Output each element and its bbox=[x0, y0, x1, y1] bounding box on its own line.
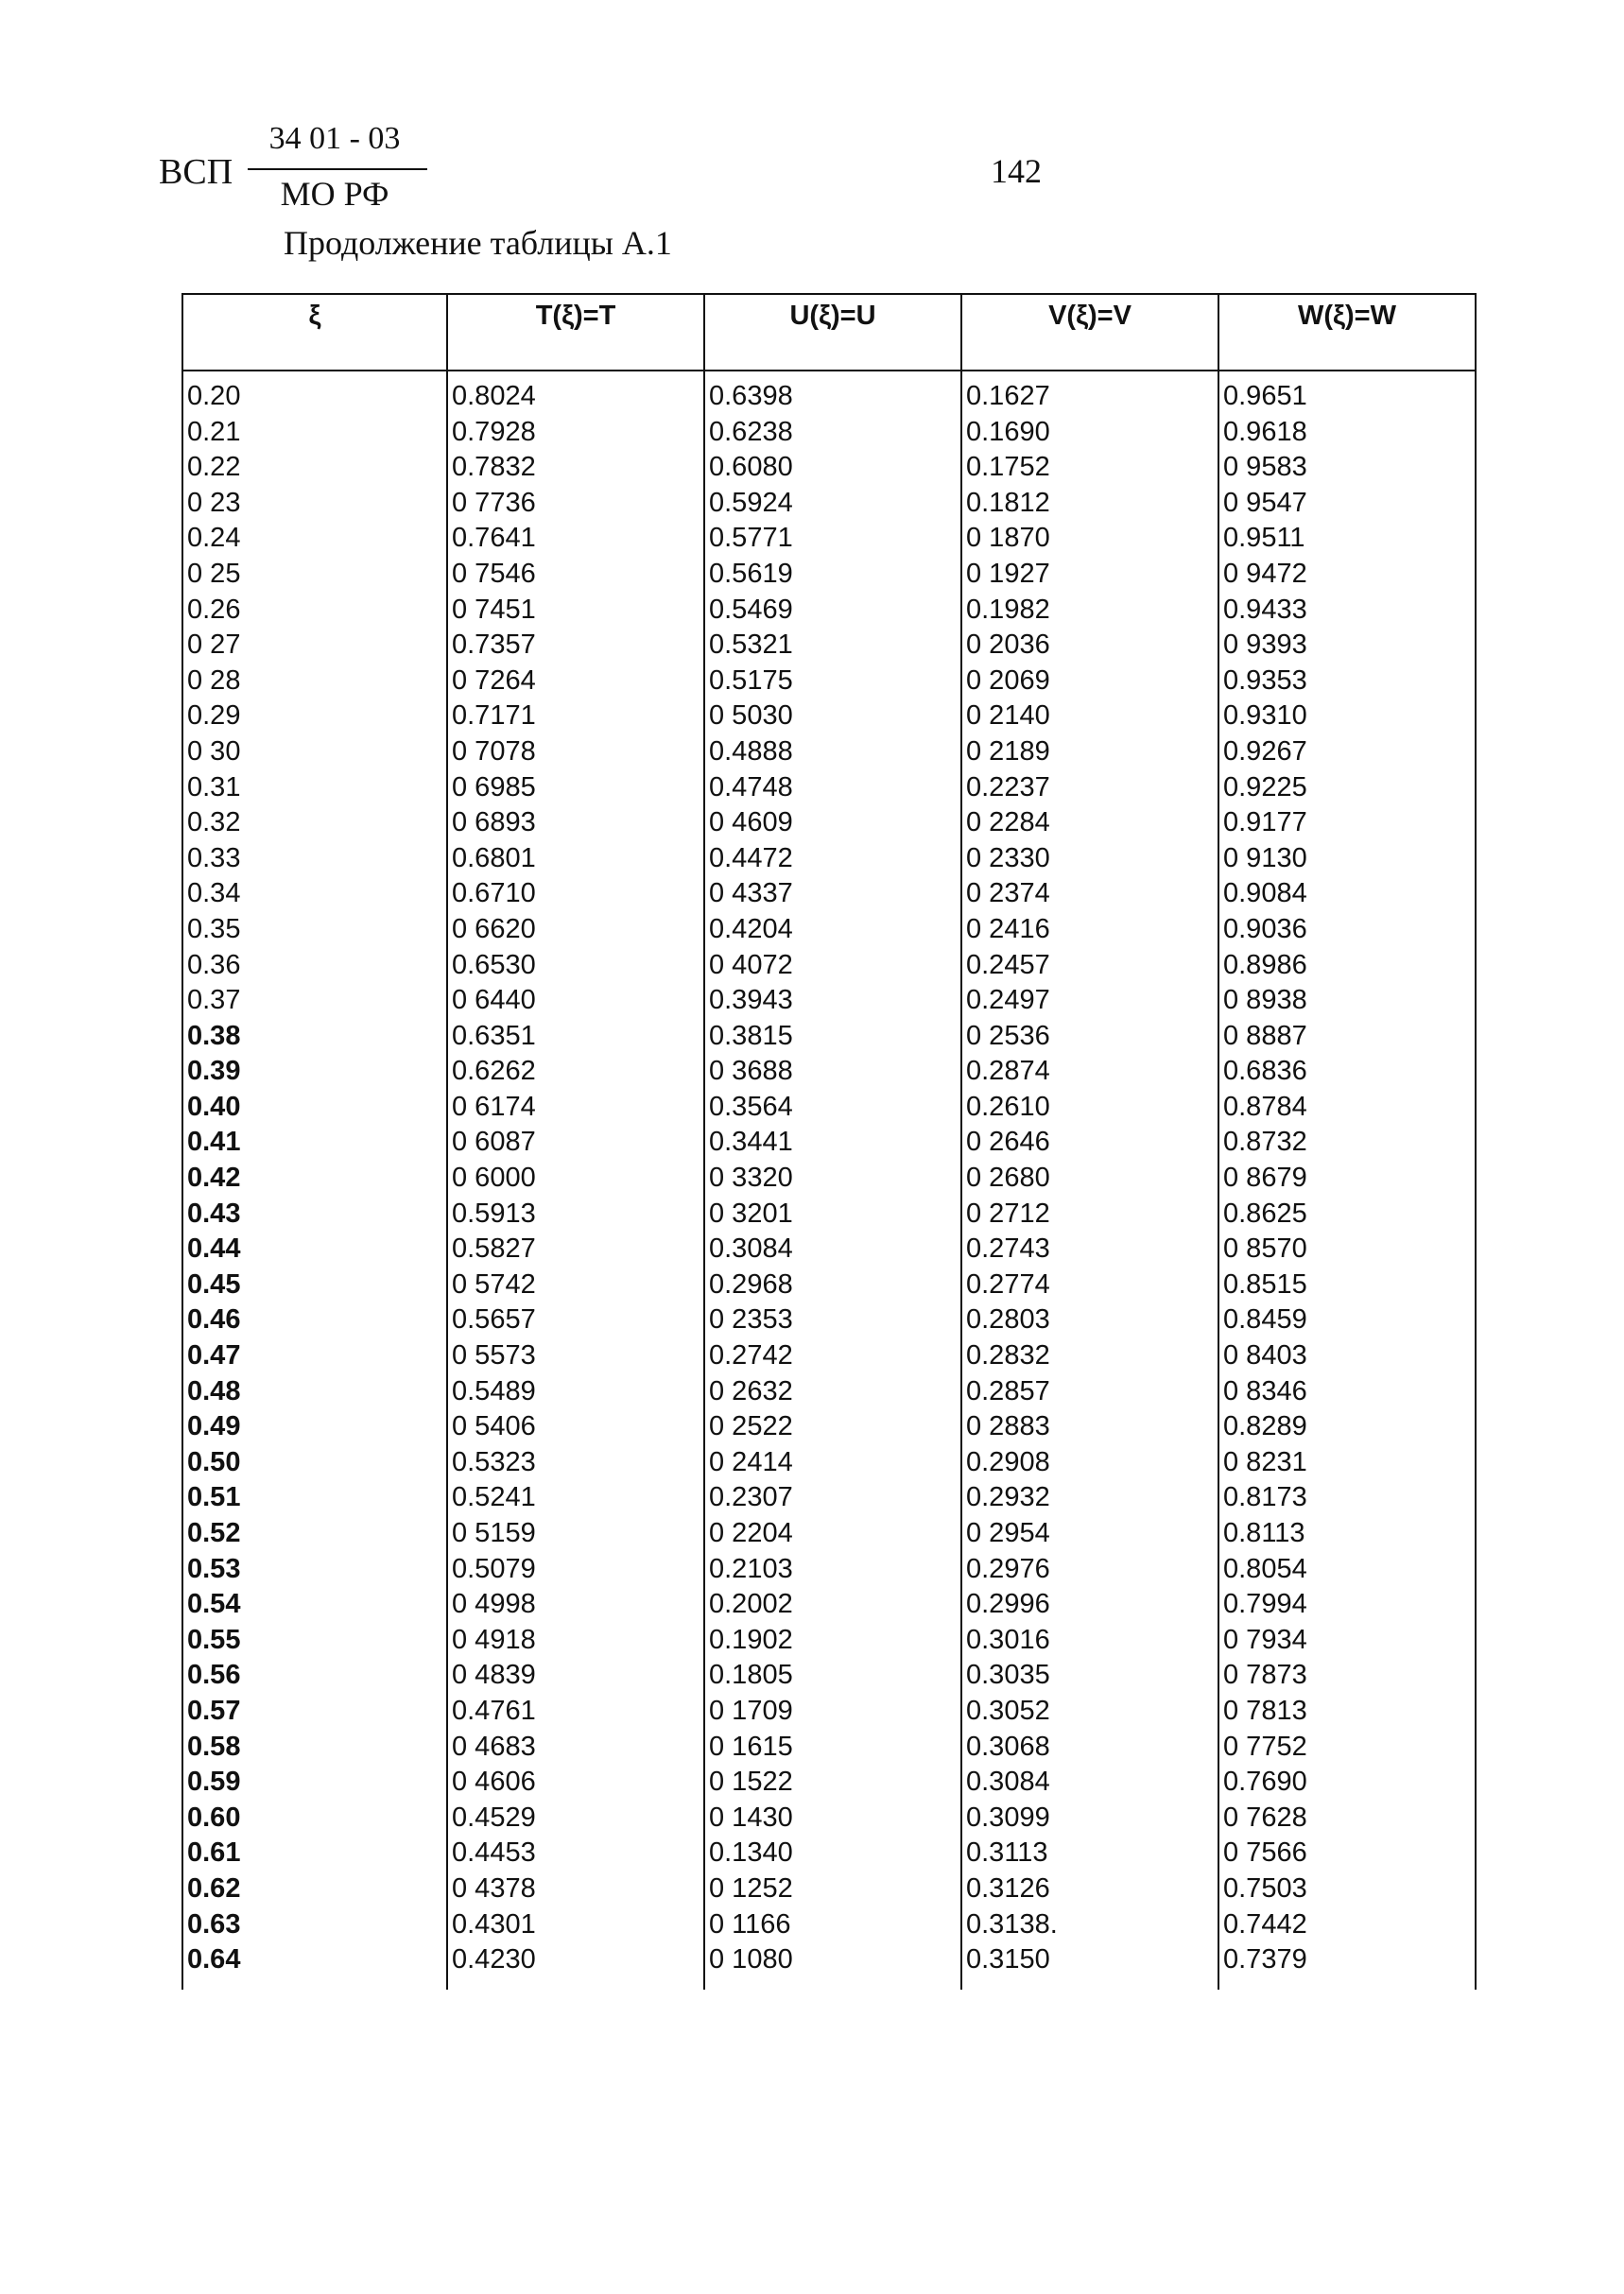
cell-xi: 0.42 bbox=[182, 1161, 447, 1197]
table-row bbox=[182, 948, 1476, 984]
cell-w: 0 7934 bbox=[1218, 1623, 1476, 1659]
cell-xi: 0.58 bbox=[182, 1730, 447, 1766]
table-row bbox=[182, 628, 1476, 664]
table-row bbox=[182, 1197, 1476, 1233]
cell-t: 0 6440 bbox=[447, 983, 704, 1019]
page-number: 142 bbox=[991, 152, 1042, 190]
cell-v: 0.1690 bbox=[961, 415, 1218, 451]
cell-xi: 0.45 bbox=[182, 1268, 447, 1303]
cell-v: 0.2803 bbox=[961, 1302, 1218, 1338]
cell-v: 0 2883 bbox=[961, 1409, 1218, 1445]
doc-code-numerator: 34 01 - 03 bbox=[268, 121, 401, 156]
cell-w: 0 7566 bbox=[1218, 1836, 1476, 1871]
cell-xi: 0.22 bbox=[182, 450, 447, 486]
cell-v: 0.2832 bbox=[961, 1338, 1218, 1374]
cell-v: 0 2646 bbox=[961, 1125, 1218, 1161]
cell-w: 0.9618 bbox=[1218, 415, 1476, 451]
table-row bbox=[182, 699, 1476, 734]
cell-w: 0.8054 bbox=[1218, 1552, 1476, 1588]
cell-u: 0.6398 bbox=[704, 371, 961, 415]
cell-t: 0 4606 bbox=[447, 1765, 704, 1801]
cell-v: 0 2140 bbox=[961, 699, 1218, 734]
cell-w: 0.8986 bbox=[1218, 948, 1476, 984]
cell-t: 0.4453 bbox=[447, 1836, 704, 1871]
cell-u: 0 5030 bbox=[704, 699, 961, 734]
cell-v: 0 2036 bbox=[961, 628, 1218, 664]
cell-u: 0.5924 bbox=[704, 486, 961, 522]
cell-w: 0.9177 bbox=[1218, 805, 1476, 841]
cell-u: 0.6080 bbox=[704, 450, 961, 486]
cell-u: 0.3564 bbox=[704, 1090, 961, 1126]
data-table bbox=[181, 293, 1477, 1990]
cell-w: 0.7690 bbox=[1218, 1765, 1476, 1801]
cell-xi: 0.56 bbox=[182, 1658, 447, 1694]
cell-u: 0 3201 bbox=[704, 1197, 961, 1233]
table-row bbox=[182, 841, 1476, 877]
cell-t: 0.4761 bbox=[447, 1694, 704, 1730]
cell-v: 0.3084 bbox=[961, 1765, 1218, 1801]
cell-v: 0.2996 bbox=[961, 1587, 1218, 1623]
cell-xi: 0.38 bbox=[182, 1019, 447, 1055]
cell-xi: 0.33 bbox=[182, 841, 447, 877]
table-row bbox=[182, 1942, 1476, 1990]
cell-w: 0.8515 bbox=[1218, 1268, 1476, 1303]
cell-xi: 0.48 bbox=[182, 1374, 447, 1410]
cell-u: 0 4072 bbox=[704, 948, 961, 984]
cell-u: 0 2522 bbox=[704, 1409, 961, 1445]
table-row bbox=[182, 1161, 1476, 1197]
table-row bbox=[182, 1232, 1476, 1268]
table-row bbox=[182, 1480, 1476, 1516]
cell-t: 0 6087 bbox=[447, 1125, 704, 1161]
cell-v: 0.2610 bbox=[961, 1090, 1218, 1126]
cell-xi: 0.47 bbox=[182, 1338, 447, 1374]
cell-u: 0 1709 bbox=[704, 1694, 961, 1730]
cell-v: 0.2932 bbox=[961, 1480, 1218, 1516]
cell-t: 0.5913 bbox=[447, 1197, 704, 1233]
table-row bbox=[182, 1268, 1476, 1303]
table-row bbox=[182, 1054, 1476, 1090]
table-row bbox=[182, 983, 1476, 1019]
cell-t: 0.5079 bbox=[447, 1552, 704, 1588]
cell-t: 0 6620 bbox=[447, 912, 704, 948]
cell-xi: 0.50 bbox=[182, 1445, 447, 1481]
table-row bbox=[182, 521, 1476, 557]
doc-code-prefix: ВСП bbox=[159, 152, 233, 192]
cell-u: 0.5469 bbox=[704, 593, 961, 629]
table-row bbox=[182, 1730, 1476, 1766]
cell-u: 0 4337 bbox=[704, 876, 961, 912]
cell-xi: 0.35 bbox=[182, 912, 447, 948]
cell-w: 0.9310 bbox=[1218, 699, 1476, 734]
cell-w: 0 9130 bbox=[1218, 841, 1476, 877]
cell-xi: 0.32 bbox=[182, 805, 447, 841]
cell-w: 0.8784 bbox=[1218, 1090, 1476, 1126]
cell-v: 0 2416 bbox=[961, 912, 1218, 948]
cell-t: 0.6262 bbox=[447, 1054, 704, 1090]
table-row bbox=[182, 1801, 1476, 1837]
cell-u: 0 2414 bbox=[704, 1445, 961, 1481]
cell-u: 0 1080 bbox=[704, 1942, 961, 1990]
cell-xi: 0.63 bbox=[182, 1907, 447, 1943]
cell-w: 0.8173 bbox=[1218, 1480, 1476, 1516]
cell-w: 0 9472 bbox=[1218, 557, 1476, 593]
cell-t: 0.5489 bbox=[447, 1374, 704, 1410]
table-row bbox=[182, 486, 1476, 522]
table-row bbox=[182, 557, 1476, 593]
cell-xi: 0.29 bbox=[182, 699, 447, 734]
cell-xi: 0 25 bbox=[182, 557, 447, 593]
cell-t: 0.8024 bbox=[447, 371, 704, 415]
cell-u: 0.5175 bbox=[704, 664, 961, 699]
table-row bbox=[182, 664, 1476, 699]
table-row bbox=[182, 805, 1476, 841]
cell-t: 0.7928 bbox=[447, 415, 704, 451]
cell-v: 0.2743 bbox=[961, 1232, 1218, 1268]
cell-t: 0 5573 bbox=[447, 1338, 704, 1374]
cell-w: 0 9393 bbox=[1218, 628, 1476, 664]
cell-v: 0 2374 bbox=[961, 876, 1218, 912]
cell-t: 0.5657 bbox=[447, 1302, 704, 1338]
cell-t: 0.7357 bbox=[447, 628, 704, 664]
cell-w: 0.9353 bbox=[1218, 664, 1476, 699]
table-caption: Продолжение таблицы А.1 bbox=[284, 224, 672, 262]
data-table-container bbox=[181, 293, 1475, 2013]
cell-xi: 0.37 bbox=[182, 983, 447, 1019]
column-header-u: U(ξ)=U bbox=[704, 294, 961, 371]
doc-code-fraction-line bbox=[248, 168, 427, 170]
cell-xi: 0.53 bbox=[182, 1552, 447, 1588]
cell-t: 0.5323 bbox=[447, 1445, 704, 1481]
cell-xi: 0 30 bbox=[182, 734, 447, 770]
cell-t: 0 4683 bbox=[447, 1730, 704, 1766]
cell-w: 0.9225 bbox=[1218, 770, 1476, 806]
cell-t: 0.4230 bbox=[447, 1942, 704, 1990]
cell-u: 0.4748 bbox=[704, 770, 961, 806]
cell-u: 0.5771 bbox=[704, 521, 961, 557]
cell-t: 0 4839 bbox=[447, 1658, 704, 1694]
table-row bbox=[182, 1516, 1476, 1552]
cell-w: 0.9267 bbox=[1218, 734, 1476, 770]
cell-t: 0 5159 bbox=[447, 1516, 704, 1552]
cell-w: 0 8938 bbox=[1218, 983, 1476, 1019]
cell-v: 0.3126 bbox=[961, 1871, 1218, 1907]
cell-v: 0.1627 bbox=[961, 371, 1218, 415]
cell-xi: 0.40 bbox=[182, 1090, 447, 1126]
column-header-t: T(ξ)=T bbox=[447, 294, 704, 371]
cell-w: 0.8459 bbox=[1218, 1302, 1476, 1338]
table-row bbox=[182, 1694, 1476, 1730]
table-row bbox=[182, 734, 1476, 770]
cell-u: 0.2002 bbox=[704, 1587, 961, 1623]
cell-v: 0.2874 bbox=[961, 1054, 1218, 1090]
cell-w: 0.7379 bbox=[1218, 1942, 1476, 1990]
cell-t: 0 6985 bbox=[447, 770, 704, 806]
table-body bbox=[182, 371, 1476, 1990]
cell-xi: 0.24 bbox=[182, 521, 447, 557]
cell-xi: 0.49 bbox=[182, 1409, 447, 1445]
cell-w: 0 7813 bbox=[1218, 1694, 1476, 1730]
cell-w: 0 7628 bbox=[1218, 1801, 1476, 1837]
cell-u: 0.2742 bbox=[704, 1338, 961, 1374]
cell-v: 0.2457 bbox=[961, 948, 1218, 984]
cell-w: 0 9583 bbox=[1218, 450, 1476, 486]
cell-w: 0.8289 bbox=[1218, 1409, 1476, 1445]
cell-w: 0.8625 bbox=[1218, 1197, 1476, 1233]
table-row bbox=[182, 1836, 1476, 1871]
cell-v: 0.2976 bbox=[961, 1552, 1218, 1588]
cell-u: 0.3441 bbox=[704, 1125, 961, 1161]
column-header-v: V(ξ)=V bbox=[961, 294, 1218, 371]
cell-u: 0.6238 bbox=[704, 415, 961, 451]
cell-w: 0 8887 bbox=[1218, 1019, 1476, 1055]
cell-t: 0 6174 bbox=[447, 1090, 704, 1126]
cell-u: 0.3084 bbox=[704, 1232, 961, 1268]
cell-u: 0 1166 bbox=[704, 1907, 961, 1943]
table-row bbox=[182, 1552, 1476, 1588]
cell-u: 0 1252 bbox=[704, 1871, 961, 1907]
cell-u: 0 3688 bbox=[704, 1054, 961, 1090]
cell-t: 0 5742 bbox=[447, 1268, 704, 1303]
cell-w: 0.8113 bbox=[1218, 1516, 1476, 1552]
table-row bbox=[182, 1090, 1476, 1126]
cell-xi: 0 23 bbox=[182, 486, 447, 522]
cell-t: 0.7641 bbox=[447, 521, 704, 557]
cell-v: 0.2774 bbox=[961, 1268, 1218, 1303]
column-header-w: W(ξ)=W bbox=[1218, 294, 1476, 371]
cell-u: 0 1430 bbox=[704, 1801, 961, 1837]
cell-t: 0 4918 bbox=[447, 1623, 704, 1659]
cell-v: 0 2954 bbox=[961, 1516, 1218, 1552]
cell-w: 0.9433 bbox=[1218, 593, 1476, 629]
cell-w: 0 8679 bbox=[1218, 1161, 1476, 1197]
cell-xi: 0.55 bbox=[182, 1623, 447, 1659]
cell-t: 0.6530 bbox=[447, 948, 704, 984]
cell-t: 0 6893 bbox=[447, 805, 704, 841]
cell-t: 0.6710 bbox=[447, 876, 704, 912]
cell-xi: 0.36 bbox=[182, 948, 447, 984]
table-row bbox=[182, 770, 1476, 806]
cell-v: 0.1812 bbox=[961, 486, 1218, 522]
cell-xi: 0.39 bbox=[182, 1054, 447, 1090]
doc-code-denominator: МО РФ bbox=[280, 175, 389, 213]
cell-u: 0.2968 bbox=[704, 1268, 961, 1303]
cell-w: 0.8732 bbox=[1218, 1125, 1476, 1161]
table-row bbox=[182, 1338, 1476, 1374]
cell-u: 0.2307 bbox=[704, 1480, 961, 1516]
cell-u: 0.4204 bbox=[704, 912, 961, 948]
cell-w: 0.9084 bbox=[1218, 876, 1476, 912]
cell-v: 0.3099 bbox=[961, 1801, 1218, 1837]
table-row bbox=[182, 1765, 1476, 1801]
table-row bbox=[182, 1623, 1476, 1659]
cell-v: 0.3138. bbox=[961, 1907, 1218, 1943]
cell-t: 0.7832 bbox=[447, 450, 704, 486]
cell-t: 0 5406 bbox=[447, 1409, 704, 1445]
cell-xi: 0.43 bbox=[182, 1197, 447, 1233]
cell-xi: 0.41 bbox=[182, 1125, 447, 1161]
cell-xi: 0.60 bbox=[182, 1801, 447, 1837]
table-row bbox=[182, 415, 1476, 451]
cell-u: 0.4888 bbox=[704, 734, 961, 770]
cell-xi: 0.46 bbox=[182, 1302, 447, 1338]
cell-u: 0 4609 bbox=[704, 805, 961, 841]
cell-u: 0 1615 bbox=[704, 1730, 961, 1766]
cell-u: 0.1340 bbox=[704, 1836, 961, 1871]
cell-xi: 0.54 bbox=[182, 1587, 447, 1623]
table-row bbox=[182, 371, 1476, 415]
table-row bbox=[182, 1374, 1476, 1410]
cell-t: 0 7078 bbox=[447, 734, 704, 770]
cell-w: 0 8231 bbox=[1218, 1445, 1476, 1481]
cell-v: 0.3113 bbox=[961, 1836, 1218, 1871]
cell-v: 0 2680 bbox=[961, 1161, 1218, 1197]
cell-w: 0 7873 bbox=[1218, 1658, 1476, 1694]
cell-xi: 0.62 bbox=[182, 1871, 447, 1907]
cell-xi: 0.20 bbox=[182, 371, 447, 415]
cell-v: 0.2497 bbox=[961, 983, 1218, 1019]
cell-v: 0.2857 bbox=[961, 1374, 1218, 1410]
cell-w: 0.9036 bbox=[1218, 912, 1476, 948]
cell-v: 0.3150 bbox=[961, 1942, 1218, 1990]
cell-xi: 0 27 bbox=[182, 628, 447, 664]
cell-xi: 0.34 bbox=[182, 876, 447, 912]
cell-u: 0.5619 bbox=[704, 557, 961, 593]
cell-xi: 0 28 bbox=[182, 664, 447, 699]
table-row bbox=[182, 1445, 1476, 1481]
table-row bbox=[182, 1409, 1476, 1445]
cell-u: 0.3943 bbox=[704, 983, 961, 1019]
cell-w: 0 9547 bbox=[1218, 486, 1476, 522]
table-row bbox=[182, 912, 1476, 948]
cell-u: 0 3320 bbox=[704, 1161, 961, 1197]
cell-t: 0 7264 bbox=[447, 664, 704, 699]
cell-v: 0 1927 bbox=[961, 557, 1218, 593]
cell-xi: 0.61 bbox=[182, 1836, 447, 1871]
cell-u: 0 1522 bbox=[704, 1765, 961, 1801]
cell-v: 0.1982 bbox=[961, 593, 1218, 629]
cell-v: 0.2908 bbox=[961, 1445, 1218, 1481]
table-row bbox=[182, 1125, 1476, 1161]
cell-v: 0 2536 bbox=[961, 1019, 1218, 1055]
cell-v: 0.1752 bbox=[961, 450, 1218, 486]
cell-u: 0 2632 bbox=[704, 1374, 961, 1410]
table-row bbox=[182, 876, 1476, 912]
cell-u: 0.5321 bbox=[704, 628, 961, 664]
cell-xi: 0.31 bbox=[182, 770, 447, 806]
cell-t: 0.7171 bbox=[447, 699, 704, 734]
table-row bbox=[182, 1871, 1476, 1907]
cell-u: 0.2103 bbox=[704, 1552, 961, 1588]
table-row bbox=[182, 1019, 1476, 1055]
cell-v: 0 2330 bbox=[961, 841, 1218, 877]
cell-v: 0 2189 bbox=[961, 734, 1218, 770]
cell-w: 0.6836 bbox=[1218, 1054, 1476, 1090]
cell-v: 0.3016 bbox=[961, 1623, 1218, 1659]
cell-u: 0 2204 bbox=[704, 1516, 961, 1552]
table-row bbox=[182, 593, 1476, 629]
cell-w: 0 7752 bbox=[1218, 1730, 1476, 1766]
cell-v: 0.3052 bbox=[961, 1694, 1218, 1730]
cell-t: 0 7546 bbox=[447, 557, 704, 593]
cell-u: 0.1902 bbox=[704, 1623, 961, 1659]
cell-t: 0 4998 bbox=[447, 1587, 704, 1623]
cell-t: 0.5827 bbox=[447, 1232, 704, 1268]
cell-v: 0.2237 bbox=[961, 770, 1218, 806]
cell-v: 0 2284 bbox=[961, 805, 1218, 841]
cell-w: 0.7503 bbox=[1218, 1871, 1476, 1907]
document-header bbox=[159, 121, 1042, 225]
cell-v: 0 2712 bbox=[961, 1197, 1218, 1233]
cell-xi: 0.64 bbox=[182, 1942, 447, 1990]
cell-t: 0.6801 bbox=[447, 841, 704, 877]
cell-t: 0.5241 bbox=[447, 1480, 704, 1516]
column-header-xi: ξ bbox=[182, 294, 447, 371]
cell-w: 0.9511 bbox=[1218, 521, 1476, 557]
cell-v: 0 1870 bbox=[961, 521, 1218, 557]
cell-v: 0 2069 bbox=[961, 664, 1218, 699]
cell-xi: 0.26 bbox=[182, 593, 447, 629]
cell-xi: 0.21 bbox=[182, 415, 447, 451]
cell-t: 0.4301 bbox=[447, 1907, 704, 1943]
cell-t: 0 4378 bbox=[447, 1871, 704, 1907]
cell-xi: 0.51 bbox=[182, 1480, 447, 1516]
cell-w: 0.7994 bbox=[1218, 1587, 1476, 1623]
cell-w: 0 8403 bbox=[1218, 1338, 1476, 1374]
cell-w: 0.7442 bbox=[1218, 1907, 1476, 1943]
cell-u: 0.1805 bbox=[704, 1658, 961, 1694]
table-row bbox=[182, 1658, 1476, 1694]
cell-t: 0.6351 bbox=[447, 1019, 704, 1055]
cell-t: 0 7736 bbox=[447, 486, 704, 522]
cell-xi: 0.59 bbox=[182, 1765, 447, 1801]
cell-xi: 0.44 bbox=[182, 1232, 447, 1268]
table-row bbox=[182, 450, 1476, 486]
cell-w: 0 8570 bbox=[1218, 1232, 1476, 1268]
table-row bbox=[182, 1907, 1476, 1943]
table-row bbox=[182, 1587, 1476, 1623]
cell-xi: 0.52 bbox=[182, 1516, 447, 1552]
cell-u: 0.4472 bbox=[704, 841, 961, 877]
cell-t: 0 6000 bbox=[447, 1161, 704, 1197]
cell-xi: 0.57 bbox=[182, 1694, 447, 1730]
cell-t: 0 7451 bbox=[447, 593, 704, 629]
cell-u: 0 2353 bbox=[704, 1302, 961, 1338]
table-header-row bbox=[182, 294, 1476, 371]
table-row bbox=[182, 1302, 1476, 1338]
cell-u: 0.3815 bbox=[704, 1019, 961, 1055]
cell-v: 0.3068 bbox=[961, 1730, 1218, 1766]
cell-w: 0.9651 bbox=[1218, 371, 1476, 415]
cell-w: 0 8346 bbox=[1218, 1374, 1476, 1410]
cell-v: 0.3035 bbox=[961, 1658, 1218, 1694]
cell-t: 0.4529 bbox=[447, 1801, 704, 1837]
